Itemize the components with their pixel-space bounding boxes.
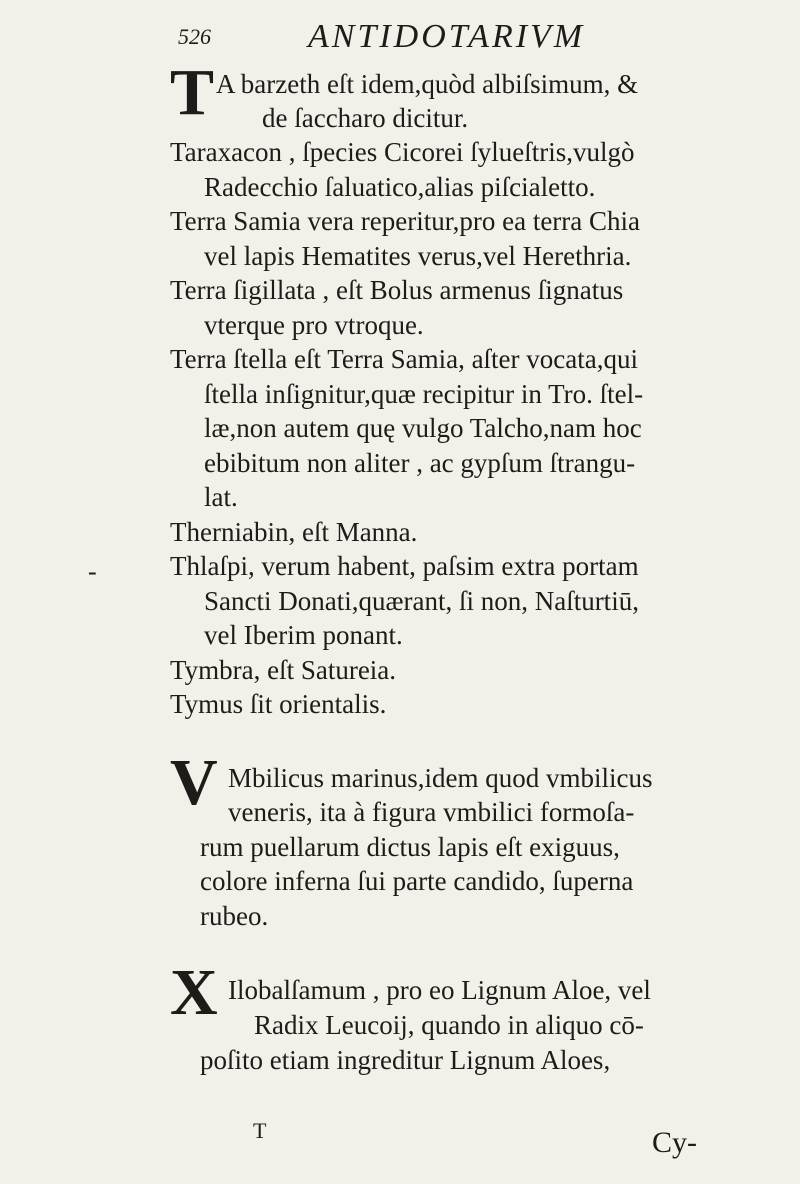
signature-mark: T [253, 1118, 267, 1143]
text-line: ſtella inſignitur,quæ recipitur in Tro. ſtel- [204, 379, 644, 409]
text-line: Therniabin, eſt Manna. [170, 517, 418, 547]
text-line: læ,non autem quę vulgo Talcho,nam hoc [204, 413, 642, 443]
text-line: de ſaccharo dicitur. [262, 103, 469, 133]
text-line: Tymbra, eſt Satureia. [170, 655, 397, 685]
drop-initial-v: V [170, 746, 218, 819]
text-line: rubeo. [200, 901, 269, 931]
text-line: colore inferna ſui parte candido, ſuperna [200, 866, 634, 896]
text-line: Radecchio ſaluatico,alias piſcialetto. [204, 172, 596, 202]
text-line: Thlaſpi, verum habent, paſsim extra portam [170, 551, 639, 581]
text-line: Terra ſigillata , eſt Bolus armenus ſignatus [170, 275, 624, 305]
section-v [170, 746, 745, 950]
section-t [170, 56, 745, 726]
text-line: Radix Leucoij, quando in aliquo cō- [254, 1010, 644, 1040]
text-line: Sancti Donati,quærant, ſi non, Naſturtiū, [204, 586, 639, 616]
text-line: A barzeth eſt idem,quòd albiſsimum, & [216, 69, 639, 99]
text-line: Terra ſtella eſt Terra Samia, aſter vocata,qui [170, 344, 638, 374]
text-line: lat. [204, 482, 238, 512]
text-line: Ilobalſamum , pro eo Lignum Aloe, vel [228, 975, 651, 1005]
text-line: vel lapis Hematites verus,vel Herethria. [204, 241, 632, 271]
running-head: ANTIDOTARIVM [308, 18, 586, 55]
text-line: ebibitum non aliter , ac gypſum ſtrangu- [204, 448, 636, 478]
text-line: vel Iberim ponant. [204, 620, 403, 650]
text-line: veneris, ita à figura vmbilici formoſa- [228, 797, 635, 827]
text-line: Terra Samia vera reperitur,pro ea terra Chia [170, 206, 641, 236]
text-line: Tymus ſit orientalis. [170, 689, 387, 719]
margin-mark: - [88, 557, 97, 586]
drop-initial-x: X [170, 956, 218, 1029]
text-line: rum puellarum dictus lapis eſt exiguus, [200, 832, 620, 862]
text-line: Taraxacon , ſpecies Cicorei ſylueſtris,vulgò [170, 137, 635, 167]
text-line: Mbilicus marinus,idem quod vmbilicus [228, 763, 653, 793]
page-number: 526 [178, 24, 211, 49]
drop-initial-t: T [170, 56, 215, 129]
section-x [170, 956, 745, 1092]
text-line: poſito etiam ingreditur Lignum Aloes, [200, 1045, 611, 1075]
text-line: vterque pro vtroque. [204, 310, 424, 340]
page-header [178, 18, 758, 58]
catchword: Cy- [652, 1126, 697, 1159]
